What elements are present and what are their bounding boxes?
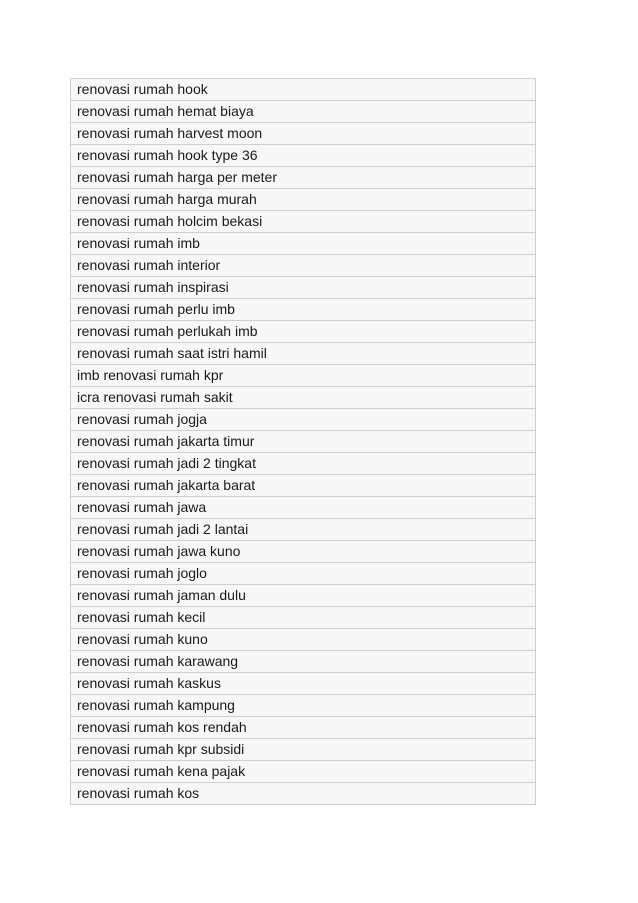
keyword-cell: renovasi rumah jadi 2 lantai bbox=[71, 519, 536, 541]
keyword-cell: renovasi rumah kampung bbox=[71, 695, 536, 717]
table-row bbox=[71, 233, 536, 255]
keyword-cell: renovasi rumah jakarta timur bbox=[71, 431, 536, 453]
table-row bbox=[71, 475, 536, 497]
keyword-cell: renovasi rumah kpr subsidi bbox=[71, 739, 536, 761]
table-row bbox=[71, 211, 536, 233]
keyword-cell: renovasi rumah holcim bekasi bbox=[71, 211, 536, 233]
keyword-cell: renovasi rumah jakarta barat bbox=[71, 475, 536, 497]
keyword-cell: renovasi rumah kos rendah bbox=[71, 717, 536, 739]
keyword-cell: renovasi rumah harga per meter bbox=[71, 167, 536, 189]
table-row bbox=[71, 431, 536, 453]
table-row bbox=[71, 519, 536, 541]
table-row bbox=[71, 563, 536, 585]
table-row bbox=[71, 343, 536, 365]
keyword-cell: renovasi rumah kuno bbox=[71, 629, 536, 651]
keyword-cell: renovasi rumah jogja bbox=[71, 409, 536, 431]
keyword-table-body bbox=[71, 79, 536, 805]
keyword-cell: renovasi rumah kecil bbox=[71, 607, 536, 629]
keyword-cell: imb renovasi rumah kpr bbox=[71, 365, 536, 387]
keyword-cell: renovasi rumah hook bbox=[71, 79, 536, 101]
keyword-cell: renovasi rumah imb bbox=[71, 233, 536, 255]
table-row bbox=[71, 607, 536, 629]
keyword-cell: renovasi rumah jaman dulu bbox=[71, 585, 536, 607]
table-row bbox=[71, 651, 536, 673]
keyword-cell: renovasi rumah hook type 36 bbox=[71, 145, 536, 167]
table-row bbox=[71, 255, 536, 277]
table-row bbox=[71, 695, 536, 717]
keyword-cell: renovasi rumah inspirasi bbox=[71, 277, 536, 299]
table-row bbox=[71, 189, 536, 211]
keyword-cell: renovasi rumah joglo bbox=[71, 563, 536, 585]
keyword-cell: renovasi rumah kos bbox=[71, 783, 536, 805]
table-row bbox=[71, 717, 536, 739]
table-row bbox=[71, 277, 536, 299]
table-row bbox=[71, 739, 536, 761]
keyword-cell: renovasi rumah perlu imb bbox=[71, 299, 536, 321]
keyword-cell: renovasi rumah kena pajak bbox=[71, 761, 536, 783]
table-row bbox=[71, 409, 536, 431]
keyword-cell: renovasi rumah hemat biaya bbox=[71, 101, 536, 123]
table-row bbox=[71, 101, 536, 123]
keyword-cell: renovasi rumah kaskus bbox=[71, 673, 536, 695]
table-row bbox=[71, 541, 536, 563]
keyword-cell: renovasi rumah jawa kuno bbox=[71, 541, 536, 563]
table-row bbox=[71, 585, 536, 607]
keyword-cell: renovasi rumah perlukah imb bbox=[71, 321, 536, 343]
keyword-table bbox=[70, 78, 536, 805]
table-row bbox=[71, 783, 536, 805]
keyword-cell: renovasi rumah harga murah bbox=[71, 189, 536, 211]
table-row bbox=[71, 299, 536, 321]
table-row bbox=[71, 167, 536, 189]
keyword-cell: renovasi rumah harvest moon bbox=[71, 123, 536, 145]
table-row bbox=[71, 321, 536, 343]
table-row bbox=[71, 673, 536, 695]
table-row bbox=[71, 79, 536, 101]
keyword-cell: renovasi rumah jadi 2 tingkat bbox=[71, 453, 536, 475]
table-row bbox=[71, 761, 536, 783]
keyword-cell: renovasi rumah interior bbox=[71, 255, 536, 277]
keyword-cell: renovasi rumah jawa bbox=[71, 497, 536, 519]
table-row bbox=[71, 497, 536, 519]
table-row bbox=[71, 145, 536, 167]
keyword-cell: renovasi rumah saat istri hamil bbox=[71, 343, 536, 365]
table-row bbox=[71, 387, 536, 409]
table-row bbox=[71, 123, 536, 145]
table-row bbox=[71, 365, 536, 387]
table-row bbox=[71, 453, 536, 475]
keyword-cell: renovasi rumah karawang bbox=[71, 651, 536, 673]
table-row bbox=[71, 629, 536, 651]
keyword-cell: icra renovasi rumah sakit bbox=[71, 387, 536, 409]
